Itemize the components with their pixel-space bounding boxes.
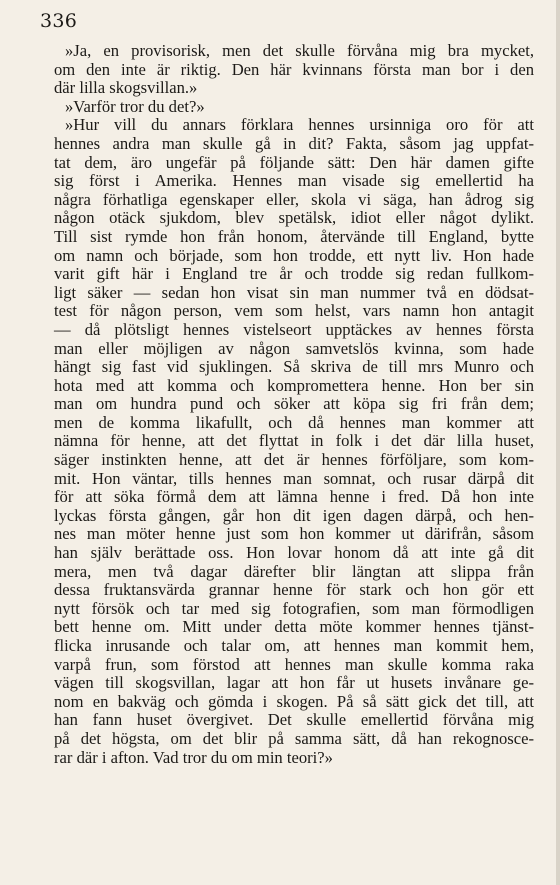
text-line: varit gift här i England tre år och trodde sig redan fullkom- bbox=[54, 264, 534, 284]
text-line: hota med att komma och kompromettera henne. Hon ber sin bbox=[54, 375, 534, 395]
text-line: några förhatliga egenskaper eller, skola vi säga, han ådrog sig bbox=[54, 189, 534, 209]
text-line: vägen till skogsvillan, lagar att hon får ut husets invånare ge- bbox=[54, 673, 534, 693]
text-line: mit. Hon väntar, tills hennes man somnat, och rusar därpå dit bbox=[54, 468, 534, 488]
text-line: hängt sig fast vid sjuklingen. Så skriva de till mrs Munro och bbox=[54, 357, 534, 377]
text-line: flicka inrusande och talar om, att hennes man kommit hem, bbox=[54, 636, 534, 655]
text-line: om den inte är riktig. Den här kvinnans första man bor i den bbox=[54, 59, 534, 79]
text-line: där lilla skogsvillan.» bbox=[54, 78, 198, 98]
text-line: han fann huset övergivet. Det skulle emellertid förvåna mig bbox=[54, 710, 534, 730]
text-line: man eller möjligen av någon samvetslös kvinna, som hade bbox=[54, 338, 534, 358]
text-line: någon otäck sjukdom, blev spetälsk, idiot eller något dylikt. bbox=[54, 208, 534, 228]
text-line: säger instinkten henne, att det är hennes förföljare, som kom- bbox=[54, 450, 534, 470]
text-line: ligt säker — sedan hon visat sin man nummer två en dödsat- bbox=[54, 282, 534, 302]
text-line: nom en bakväg och gömda i skogen. På så sätt gick det till, att bbox=[54, 691, 534, 711]
text-line: men de komma likafullt, och då hennes man kommer att bbox=[54, 412, 534, 432]
text-line: rar där i afton. Vad tror du om min teori?» bbox=[54, 747, 333, 767]
text-line: nytt försök och tar med sig fotografien, som man förmodligen bbox=[54, 598, 534, 618]
body-text bbox=[54, 42, 534, 767]
text-line: test för någon person, vem som helst, vars namn hon antagit bbox=[54, 301, 534, 321]
text-line: om namn och började, som hon trodde, ett nytt liv. Hon hade bbox=[54, 245, 534, 265]
text-line: man om hundra pund och söker att köpa sig fri från dem; bbox=[54, 394, 534, 414]
text-line: för att söka förmå dem att lämna henne i fred. Då hon inte bbox=[54, 487, 534, 507]
text-line: hennes andra man skulle gå in dit? Fakta, såsom jag uppfat- bbox=[54, 133, 534, 153]
text-line: han själv berättade oss. Hon lovar honom då att inte gå dit bbox=[54, 543, 534, 563]
text-line: dessa fruktansvärda grannar henne för stark och hon gör ett bbox=[54, 580, 534, 600]
text-line: mera, men två dagar därefter blir längtan att slippa från bbox=[54, 561, 534, 581]
text-line: tat dem, äro ungefär på följande sätt: Den här damen gifte bbox=[54, 152, 534, 172]
text-line: lyckas första gången, går hon dit igen dagen därpå, och hen- bbox=[54, 505, 534, 525]
text-line: »Hur vill du annars förklara hennes ursinniga oro för att bbox=[65, 115, 534, 135]
text-line: nes man möter henne just som hon kommer ut därifrån, såsom bbox=[54, 524, 534, 544]
text-line: »Ja, en provisorisk, men det skulle förvåna mig bra mycket, bbox=[65, 41, 534, 60]
text-line: »Varför tror du det?» bbox=[65, 96, 205, 116]
page-edge-shadow bbox=[556, 0, 560, 885]
text-line: varpå frun, som förstod att hennes man skulle komma raka bbox=[54, 654, 534, 674]
text-line: nämna för henne, att det flyttat in folk i det där lilla huset, bbox=[54, 431, 534, 451]
text-line: bett henne om. Mitt under detta möte kommer hennes tjänst- bbox=[54, 617, 534, 637]
page-number: 336 bbox=[40, 10, 78, 32]
text-line: Till sist rymde hon från honom, återvände till England, bytte bbox=[54, 226, 534, 246]
text-line: sig först i Amerika. Hennes man visade sig emellertid ha bbox=[54, 171, 534, 191]
text-line: — då plötsligt hennes vistelseort upptäckes av hennes första bbox=[54, 319, 534, 339]
text-line: på det högsta, om det blir på samma sätt, då han rekognosce- bbox=[54, 728, 534, 748]
